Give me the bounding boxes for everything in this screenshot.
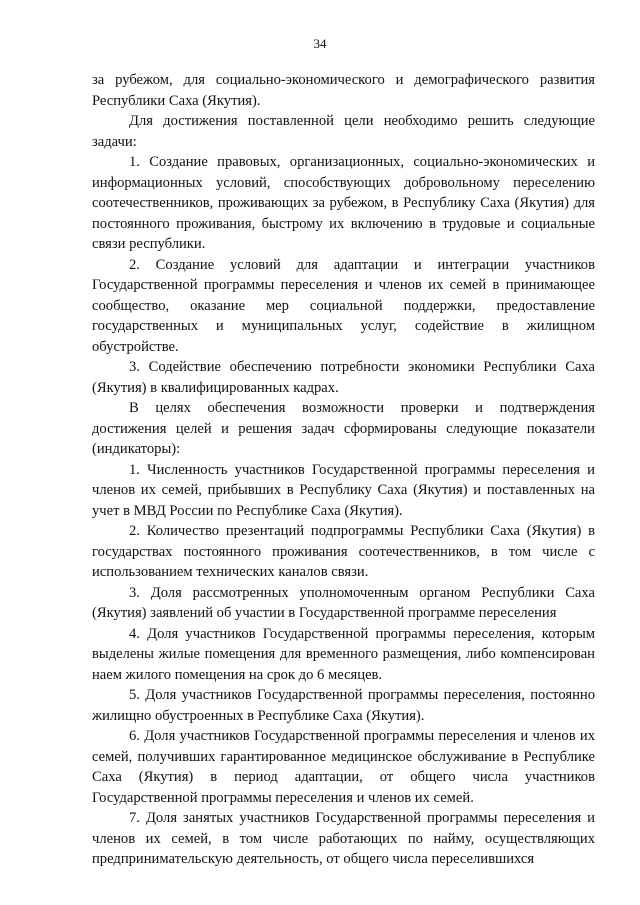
page-number: 34 xyxy=(313,36,327,51)
paragraph-indicator-6: 6. Доля участников Государственной программы переселения и членов их семей, получивших гарантированное медицинское обслуживание в Республике Саха (Якутия) в период адаптации, от общего числа участников Государственной программы переселения и членов их семей. xyxy=(92,728,595,806)
paragraph-indicator-2: 2. Количество презентаций подпрограммы Республики Саха (Якутия) в государствах постоянного проживания соотечественников, в том числе с использованием технических каналов связи. xyxy=(92,523,595,580)
paragraph-indicator-3: 3. Доля рассмотренных уполномоченным органом Республики Саха (Якутия) заявлений об участии в Государственной программе переселения xyxy=(92,584,595,621)
paragraph-task-1: 1. Создание правовых, организационных, социально-экономических и информационных условий, способствующих добровольному переселению соотечественников, проживающих за рубежом, в Республику Саха (Якутия) для постоянного проживания, быстрому их включению в трудовые и социальные связи республики. xyxy=(92,154,595,252)
document-body xyxy=(92,70,595,870)
paragraph-continuation: за рубежом, для социально-экономического и демографического развития Республики Саха (Якутия). xyxy=(92,72,595,109)
paragraph-indicator-4: 4. Доля участников Государственной программы переселения, которым выделены жилые помещения для временного размещения, либо компенсирован наем жилого помещения на срок до 6 месяцев. xyxy=(92,625,595,683)
paragraph-indicator-5: 5. Доля участников Государственной программы переселения, постоянно жилищно обустроенных в Республике Саха (Якутия). xyxy=(92,687,595,724)
paragraph-intro-indicators: В целях обеспечения возможности проверки и подтверждения достижения целей и решения задач сформированы следующие показатели (индикаторы): xyxy=(92,400,595,457)
paragraph-indicator-7: 7. Доля занятых участников Государственной программы переселения и членов их семей, в том числе работающих по найму, осуществляющих предпринимательскую деятельность, от общего числа переселившихся xyxy=(92,810,595,867)
paragraph-indicator-1: 1. Численность участников Государственной программы переселения и членов их семей, прибывших в Республику Саха (Якутия) и поставленных на учет в МВД России по Республике Саха (Якутия). xyxy=(92,461,595,519)
paragraph-intro-tasks: Для достижения поставленной цели необходимо решить следующие задачи: xyxy=(92,113,595,150)
paragraph-task-3: 3. Содействие обеспечению потребности экономики Республики Саха (Якутия) в квалифицированных кадрах. xyxy=(92,359,595,396)
paragraph-task-2: 2. Создание условий для адаптации и интеграции участников Государственной программы переселения и членов их семей в принимающее сообщество, оказание мер социальной поддержки, предоставление государственных и муниципальных услуг, содействие в жилищном обустройстве. xyxy=(92,256,595,355)
